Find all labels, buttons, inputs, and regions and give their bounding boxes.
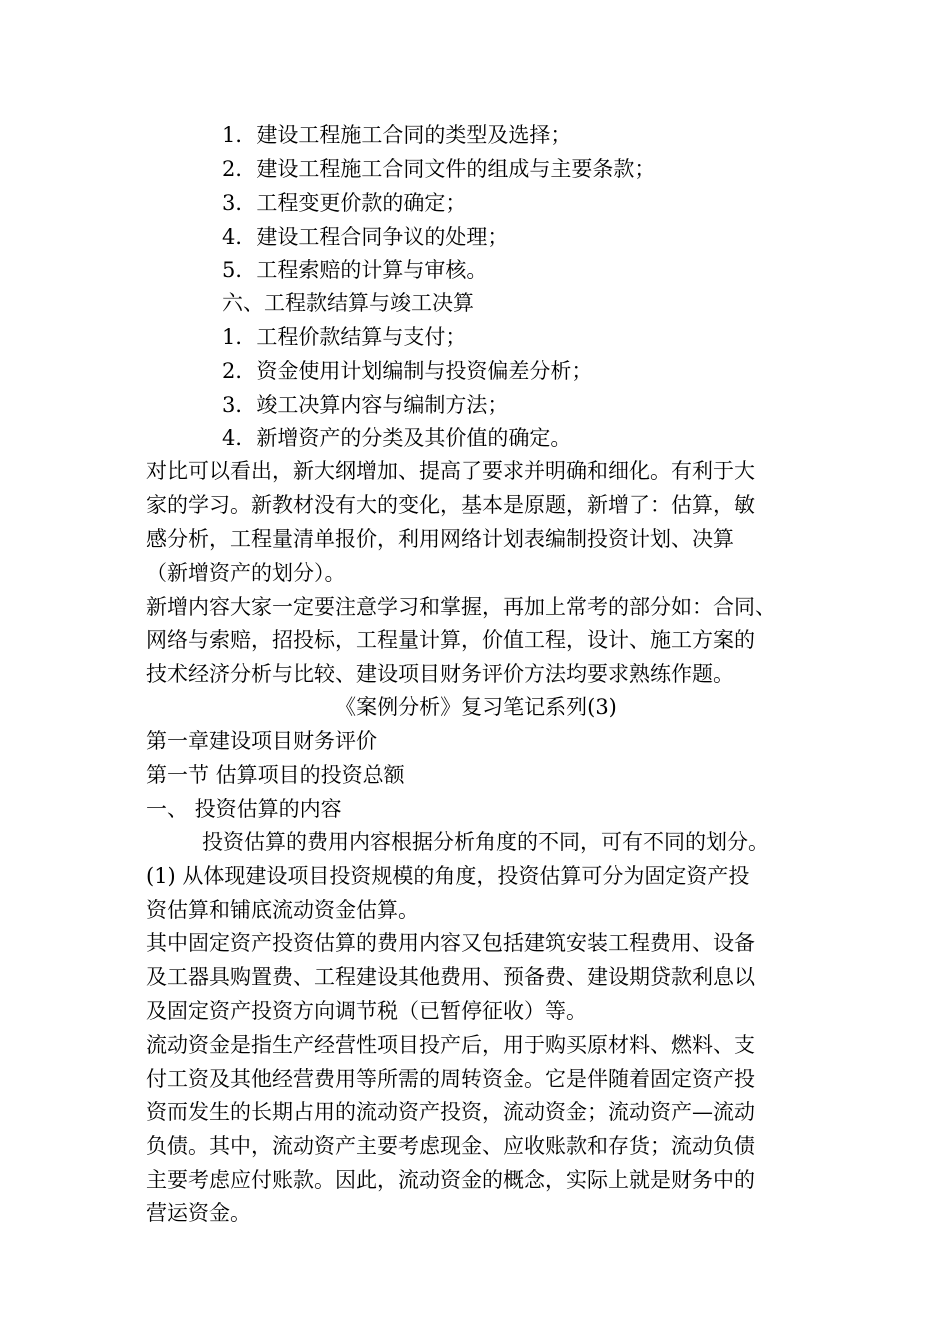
paragraph-line: 负债。其中，流动资产主要考虑现金、应收账款和存货；流动负债: [146, 1134, 755, 1158]
paragraph-line: 资而发生的长期占用的流动资产投资，流动资金；流动资产—流动: [146, 1100, 755, 1124]
section-heading: 六、工程款结算与竣工决算: [222, 291, 474, 315]
list-item: 5．工程索赔的计算与审核。: [222, 258, 488, 282]
paragraph-line: 感分析，工程量清单报价，利用网络计划表编制投资计划、决算: [146, 527, 734, 551]
chapter-heading: 第一章建设项目财务评价: [146, 729, 377, 753]
paragraph-line: 其中固定资产投资估算的费用内容又包括建筑安装工程费用、设备: [146, 931, 755, 955]
list-item: 2．资金使用计划编制与投资偏差分析；: [222, 359, 593, 383]
paragraph-line: 网络与索赔，招投标，工程量计算，价值工程，设计、施工方案的: [146, 628, 755, 652]
list-item: 4．新增资产的分类及其价值的确定。: [222, 426, 572, 450]
paragraph-line: 技术经济分析与比较、建设项目财务评价方法均要求熟练作题。: [146, 662, 734, 686]
list-item: 3．工程变更价款的确定；: [222, 191, 467, 215]
paragraph-line: 对比可以看出，新大纲增加、提高了要求并明确和细化。有利于大: [146, 459, 755, 483]
list-item: 3．竣工决算内容与编制方法；: [222, 393, 509, 417]
paragraph-line: 及固定资产投资方向调节税（已暂停征收）等。: [146, 999, 587, 1023]
paragraph-line: 及工器具购置费、工程建设其他费用、预备费、建设期贷款利息以: [146, 965, 755, 989]
paragraph-line: 投资估算的费用内容根据分析角度的不同，可有不同的划分。: [202, 830, 769, 854]
list-item: 4．建设工程合同争议的处理；: [222, 225, 509, 249]
section-heading: 第一节 估算项目的投资总额: [146, 763, 405, 787]
paragraph-line: 资估算和铺底流动资金估算。: [146, 898, 419, 922]
list-item: 2．建设工程施工合同文件的组成与主要条款；: [222, 157, 656, 181]
paragraph-line: 新增内容大家一定要注意学习和掌握，再加上常考的部分如：合同、: [146, 595, 776, 619]
paragraph-line: 流动资金是指生产经营性项目投产后，用于购买原材料、燃料、支: [146, 1033, 755, 1057]
paragraph-line: （新增资产的划分）。: [146, 561, 346, 585]
page-title: 《案例分析》复习笔记系列(3): [335, 695, 617, 719]
paragraph-line: 营运资金。: [146, 1201, 251, 1225]
paragraph-line: 家的学习。新教材没有大的变化，基本是原题，新增了：估算，敏: [146, 493, 755, 517]
list-item: 1．工程价款结算与支付；: [222, 325, 467, 349]
subsection-heading: 一、 投资估算的内容: [146, 797, 342, 821]
paragraph-line: 付工资及其他经营费用等所需的周转资金。它是伴随着固定资产投: [146, 1067, 755, 1091]
paragraph-line: (1) 从体现建设项目投资规模的角度，投资估算可分为固定资产投: [146, 864, 750, 888]
paragraph-line: 主要考虑应付账款。因此，流动资金的概念，实际上就是财务中的: [146, 1168, 755, 1192]
list-item: 1．建设工程施工合同的类型及选择；: [222, 123, 572, 147]
